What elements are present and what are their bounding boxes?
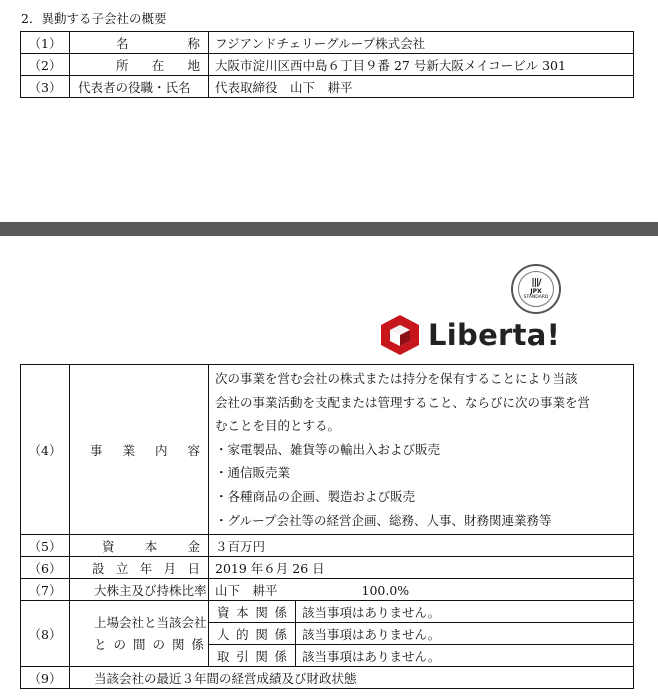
results-heading: 当該会社の最近３年間の経営成績及び財政状態: [70, 667, 634, 689]
shareholder-value: [209, 579, 634, 601]
subsidiary-detail-table: [20, 364, 634, 689]
relation-type: 資 本 関 係: [209, 601, 296, 623]
page-divider: [0, 222, 658, 236]
business-content-value: 次の事業を営む会社の株式または持分を保有することにより当該 会社の事業活動を支配または管理すること、ならびに次の事業を営 むことを目的とする。 ・家電製品、雑貨等の輸出入および販売 ・通信販売業 ・各種商品の企画、製造および販売 ・グループ会社等の経営企画、総務、人事、財務関連業務等: [209, 365, 634, 535]
subsidiary-overview-table: [20, 31, 634, 98]
address-value: 大阪市淀川区西中島６丁目９番 27 号新大阪メイコービル 301: [209, 54, 634, 76]
shareholder-name: 山下 耕平: [215, 582, 278, 598]
relation-value: 該当事項はありません。: [296, 601, 634, 623]
established-date-value: 2019 年６月 26 日: [209, 557, 634, 579]
shareholding-ratio: 100.0%: [361, 582, 410, 598]
row-label: 設 立 年 月 日: [70, 557, 209, 579]
row-number: （6）: [21, 557, 70, 579]
table-row: [21, 76, 634, 98]
table-row: [21, 54, 634, 76]
row-number: （9）: [21, 667, 70, 689]
table-row: [21, 557, 634, 579]
table-row: [21, 365, 634, 535]
table-row: [21, 579, 634, 601]
row-number: （5）: [21, 535, 70, 557]
row-label: 所 在 地: [70, 54, 209, 76]
row-number: （3）: [21, 76, 70, 98]
jpx-mark-icon: |||/: [531, 278, 541, 288]
table-row: [21, 667, 634, 689]
relation-type: 人 的 関 係: [209, 623, 296, 645]
row-label: 大株主及び持株比率: [70, 579, 209, 601]
page-two: [0, 236, 658, 700]
table-row: [21, 601, 634, 623]
jpx-standard-badge: |||/ JPX STANDARD: [511, 264, 561, 314]
relation-value: 該当事項はありません。: [296, 645, 634, 667]
row-label: 上場会社と当該会社 と の 間 の 関 係: [70, 601, 209, 667]
row-label: 代表者の役職・氏名: [70, 76, 209, 98]
cube-logo-icon: [380, 314, 420, 356]
row-number: （4）: [21, 365, 70, 535]
capital-value: ３百万円: [209, 535, 634, 557]
row-number: （1）: [21, 32, 70, 54]
representative-value: 代表取締役 山下 耕平: [209, 76, 634, 98]
relation-type: 取 引 関 係: [209, 645, 296, 667]
table-row: [21, 32, 634, 54]
row-label: 事 業 内 容: [70, 365, 209, 535]
row-label: 名 称: [70, 32, 209, 54]
company-logo: [380, 314, 560, 356]
company-name-value: フジアンドチェリーグループ株式会社: [209, 32, 634, 54]
page-one: [0, 0, 658, 222]
relation-value: 該当事項はありません。: [296, 623, 634, 645]
section-heading: 2．異動する子会社の概要: [21, 11, 167, 26]
logo-wordmark: Liberta!: [428, 318, 561, 352]
row-number: （7）: [21, 579, 70, 601]
table-row: [21, 535, 634, 557]
row-number: （2）: [21, 54, 70, 76]
row-label: 資 本 金: [70, 535, 209, 557]
row-number: （8）: [21, 601, 70, 667]
